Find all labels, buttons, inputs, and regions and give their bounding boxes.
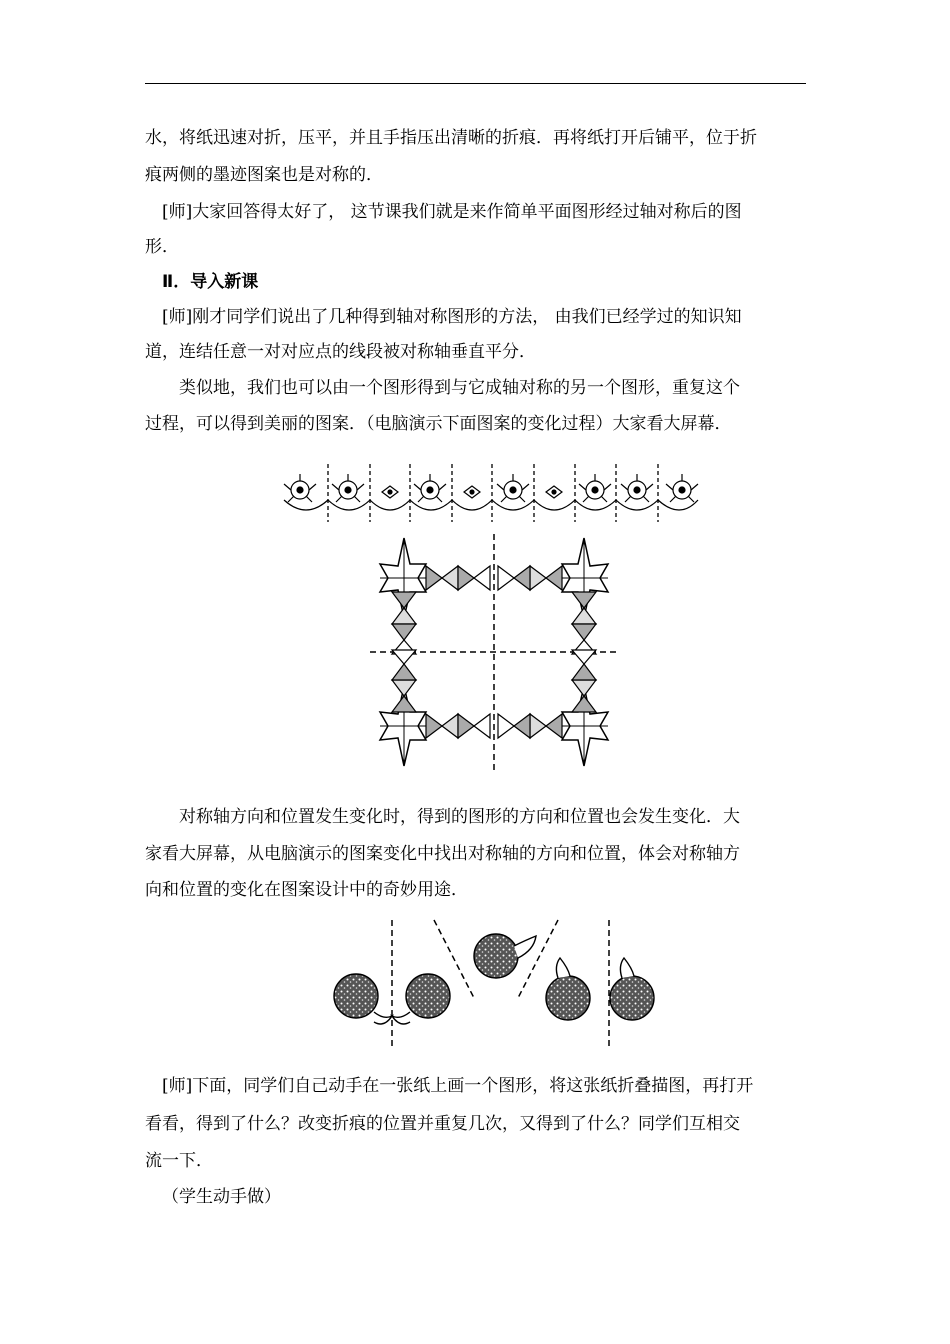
text-line: 家看大屏幕，从电脑演示的图案变化中找出对称轴的方向和位置，体会对称轴方 xyxy=(145,844,740,864)
text-line: 向和位置的变化在图案设计中的奇妙用途． xyxy=(145,880,468,900)
text-line: 痕两侧的墨迹图案也是对称的． xyxy=(145,165,383,185)
text-line: 形． xyxy=(145,237,179,257)
text-line: 水，将纸迅速对折，压平，并且手指压出清晰的折痕．再将纸打开后铺平，位于折 xyxy=(145,128,757,148)
text-line: [师]下面，同学们自己动手在一张纸上画一个图形，将这张纸折叠描图，再打开 xyxy=(162,1076,754,1096)
text-line: 流一下． xyxy=(145,1151,213,1171)
text-line: （学生动手做） xyxy=(162,1187,281,1207)
flower-border-figure xyxy=(280,462,710,526)
text-line: [师]刚才同学们说出了几种得到轴对称图形的方法， 由我们已经学过的知识知 xyxy=(162,307,742,327)
text-line: [师]大家回答得太好了， 这节课我们就是来作简单平面图形经过轴对称后的图 xyxy=(162,202,742,222)
text-line: 道，连结任意一对对应点的线段被对称轴垂直平分． xyxy=(145,342,536,362)
face-pattern-figure xyxy=(322,918,662,1053)
cross-pattern-figure xyxy=(360,532,640,772)
section-heading: Ⅱ．导入新课 xyxy=(162,272,259,292)
text-line: 对称轴方向和位置发生变化时，得到的图形的方向和位置也会发生变化．大 xyxy=(179,807,740,827)
text-line: 看看，得到了什么？改变折痕的位置并重复几次，又得到了什么？同学们互相交 xyxy=(145,1114,740,1134)
text-line: 过程，可以得到美丽的图案．（电脑演示下面图案的变化过程）大家看大屏幕． xyxy=(145,414,732,434)
header-rule xyxy=(145,83,806,84)
text-line: 类似地，我们也可以由一个图形得到与它成轴对称的另一个图形，重复这个 xyxy=(179,378,740,398)
